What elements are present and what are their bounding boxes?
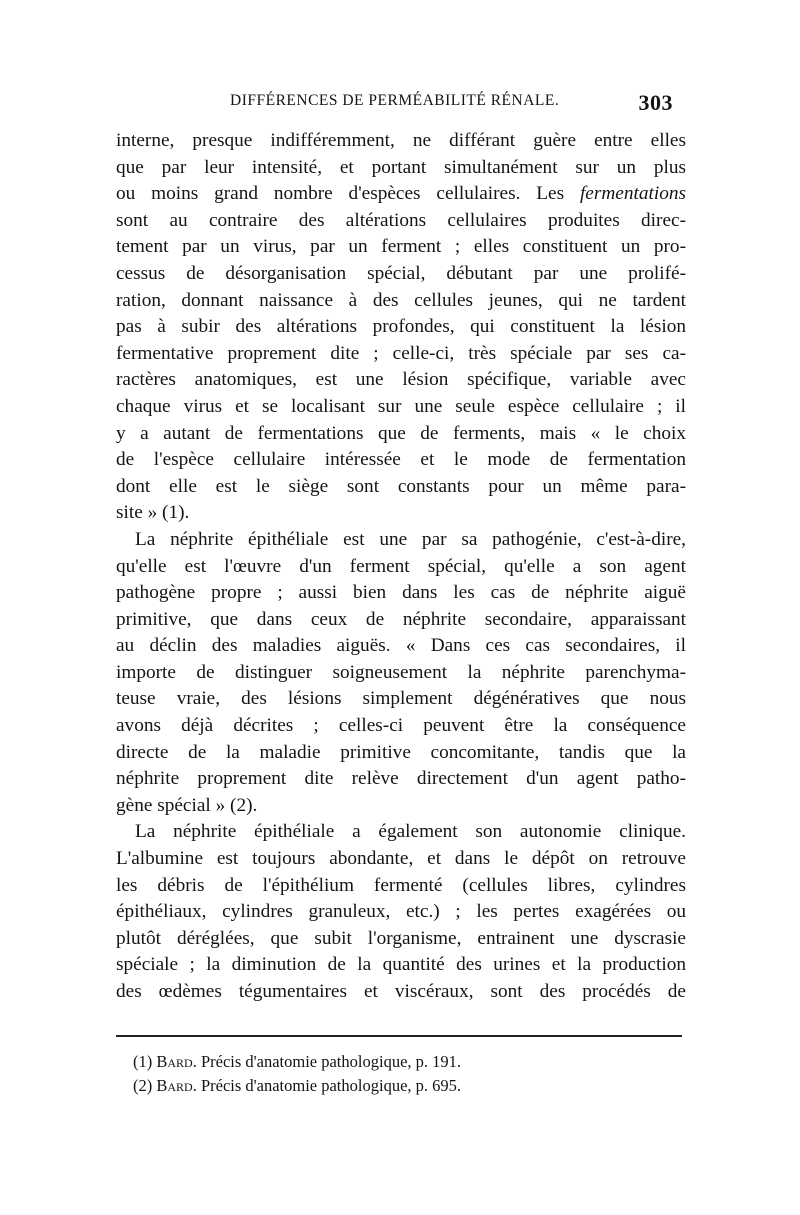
- footnote-mark: (2): [133, 1076, 153, 1095]
- text-line: La néphrite épithéliale est une par sa pathogénie, c'est-à-dire,: [135, 528, 686, 550]
- text-line: directe de la maladie primitive concomitante, tandis que la: [116, 741, 686, 763]
- text-line: L'albumine est toujours abondante, et dans le dépôt on retrouve: [116, 848, 686, 870]
- text-segment: ou moins grand nombre d'espèces cellulaires. Les: [116, 183, 565, 205]
- footnote-rule: [116, 1035, 682, 1037]
- text-line: ration, donnant naissance à des cellules jeunes, qui ne tardent: [116, 289, 686, 311]
- text-line: spéciale ; la diminution de la quantité des urines et la production: [116, 954, 686, 976]
- text-line: importe de distinguer soigneusement la néphrite parenchyma-: [116, 661, 686, 683]
- text-line: épithéliaux, cylindres granuleux, etc.) ; les pertes exagérées ou: [116, 901, 686, 923]
- text-line: tement par un virus, par un ferment ; elles constituent un pro-: [116, 236, 686, 258]
- text-line: fermentative proprement dite ; celle-ci, très spéciale par ses ca-: [116, 342, 686, 364]
- text-line: des œdèmes tégumentaires et viscéraux, sont des procédés de: [116, 981, 686, 1002]
- text-line: site » (1).: [116, 502, 190, 524]
- footnotes: [133, 1050, 673, 1098]
- text-line: cessus de désorganisation spécial, débutant par une prolifé-: [116, 262, 686, 284]
- footnote-author: Bard: [156, 1076, 193, 1095]
- footnote-1: [133, 1050, 673, 1074]
- footnote-text: . Précis d'anatomie pathologique, p. 695.: [192, 1076, 462, 1095]
- text-line: qu'elle est l'œuvre d'un ferment spécial, qu'elle a son agent: [116, 555, 686, 577]
- footnote-text: . Précis d'anatomie pathologique, p. 191.: [192, 1052, 462, 1071]
- footnote-mark: (1): [133, 1052, 153, 1071]
- text-line: avons déjà décrites ; celles-ci peuvent être la conséquence: [116, 715, 686, 737]
- text-line: pas à subir des altérations profondes, qui constituent la lésion: [116, 316, 686, 338]
- text-line: plutôt déréglées, que subit l'organisme, entrainent une dyscrasie: [116, 927, 686, 949]
- body-text: [116, 128, 686, 1006]
- text-line: interne, presque indifféremment, ne différant guère entre elles: [116, 130, 686, 151]
- footnote-2: [133, 1074, 673, 1098]
- text-line: les débris de l'épithélium fermenté (cellules libres, cylindres: [116, 874, 686, 896]
- text-line: ractères anatomiques, est une lésion spécifique, variable avec: [116, 369, 686, 391]
- running-title: DIFFÉRENCES DE PERMÉABILITÉ RÉNALE.: [230, 92, 560, 109]
- text-line: que par leur intensité, et portant simultanément sur un plus: [116, 156, 686, 178]
- running-header: [230, 90, 673, 120]
- text-line: dont elle est le siège sont constants pour un même para-: [116, 475, 686, 497]
- text-line: y a autant de fermentations que de ferments, mais « le choix: [116, 422, 686, 444]
- italic-term: fermentations: [579, 183, 686, 205]
- text-line: de l'espèce cellulaire intéressée et le mode de fermentation: [116, 449, 686, 471]
- text-line: chaque virus et se localisant sur une seule espèce cellulaire ; il: [116, 395, 686, 417]
- text-line: gène spécial » (2).: [116, 794, 258, 816]
- text-line: teuse vraie, des lésions simplement dégénératives que nous: [116, 688, 686, 710]
- text-line: [116, 181, 686, 208]
- footnote-author: Bard: [156, 1052, 193, 1071]
- page-number: 303: [638, 90, 673, 115]
- text-line: pathogène propre ; aussi bien dans les cas de néphrite aiguë: [116, 582, 686, 604]
- text-line: néphrite proprement dite relève directement d'un agent patho-: [116, 768, 686, 790]
- text-line: primitive, que dans ceux de néphrite secondaire, apparaissant: [116, 608, 686, 630]
- text-line: La néphrite épithéliale a également son autonomie clinique.: [135, 821, 686, 843]
- text-line: au déclin des maladies aiguës. « Dans ces cas secondaires, il: [116, 635, 686, 657]
- text-line: sont au contraire des altérations cellulaires produites direc-: [116, 209, 686, 231]
